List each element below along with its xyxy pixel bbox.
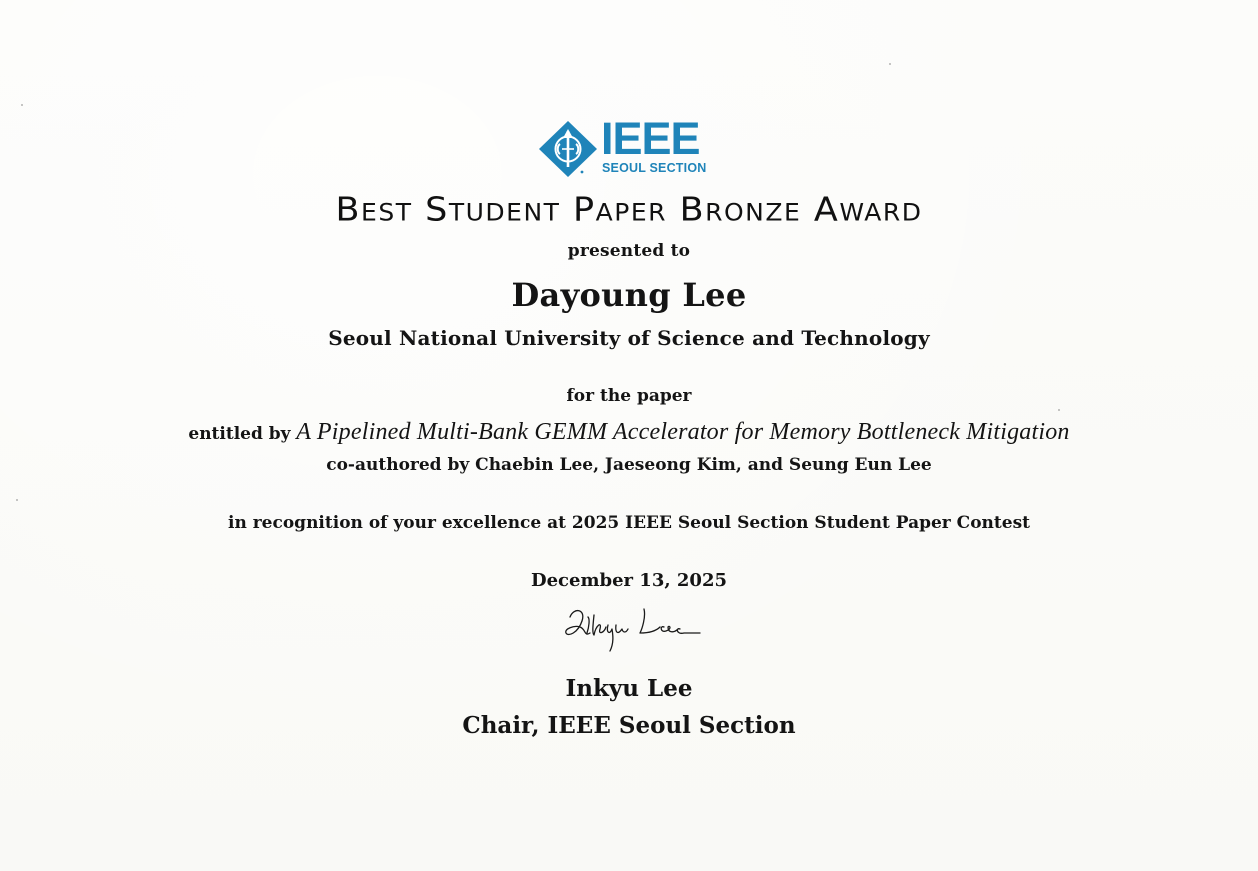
paper-title-line xyxy=(0,419,1258,446)
paper-title: A Pipelined Multi-Bank GEMM Accelerator for Memory Bottleneck Mitigation xyxy=(296,419,1070,445)
entitled-by-label: entitled by xyxy=(188,424,291,444)
paper-speck xyxy=(1058,409,1060,411)
for-the-paper-label: for the paper xyxy=(566,386,692,406)
signer-name: Inkyu Lee xyxy=(565,675,693,702)
recipient-affiliation: Seoul National University of Science and Technology xyxy=(328,326,930,350)
recipient-name: Dayoung Lee xyxy=(511,276,747,314)
ieee-seoul-section-logo xyxy=(537,113,727,179)
coauthors-line: co-authored by Chaebin Lee, Jaeseong Kim, and Seung Eun Lee xyxy=(326,455,932,475)
logo-wordmark: IEEE xyxy=(601,113,700,164)
recognition-line: in recognition of your excellence at 2025 IEEE Seoul Section Student Paper Contest xyxy=(227,513,1030,533)
award-title: Best Student Paper Bronze Award xyxy=(335,191,923,229)
logo-subtitle: SEOUL SECTION xyxy=(602,161,707,175)
handwritten-signature xyxy=(560,603,705,655)
ieee-diamond-icon xyxy=(537,119,603,179)
paper-speck xyxy=(16,499,18,501)
presented-to-label: presented to xyxy=(567,241,691,261)
signer-title: Chair, IEEE Seoul Section xyxy=(462,712,796,739)
paper-speck xyxy=(21,104,23,106)
paper-speck xyxy=(889,63,891,65)
award-date: December 13, 2025 xyxy=(531,570,727,591)
